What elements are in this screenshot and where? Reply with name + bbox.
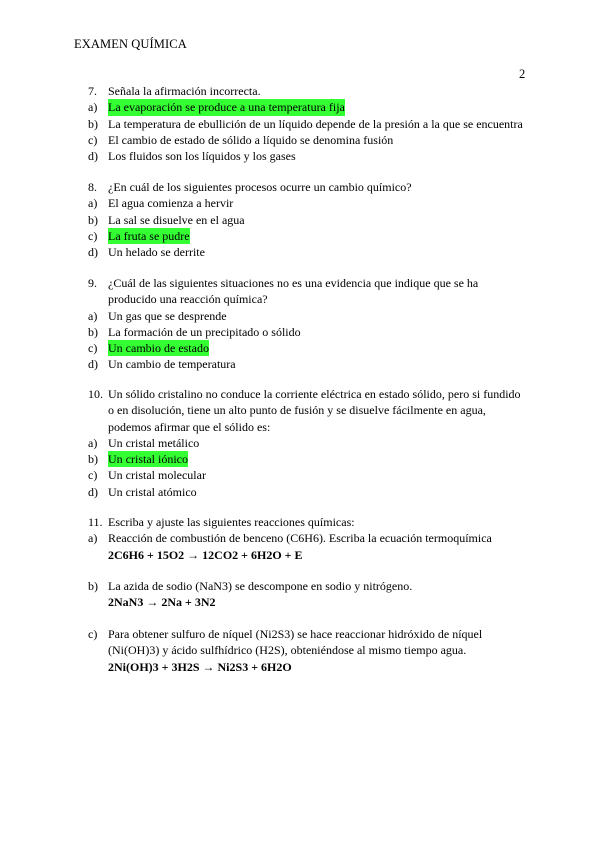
option-letter: c) [88,228,98,243]
option-text-highlighted: Un cristal iónico [108,452,188,467]
option-text: Los fluidos son los líquidos y los gases [108,149,296,164]
option-text-highlighted: Un cambio de estado [108,341,209,356]
question-7 [88,83,533,164]
question-number: 11. [88,515,103,529]
question-9 [88,275,533,373]
question-8 [88,179,533,260]
question-text: o en disolución, tiene un alto punto de fusión y se disuelve fácilmente en agua, [108,403,486,418]
option-letter: d) [88,245,98,260]
option-text: Un cristal molecular [108,468,206,483]
equation-reactants: 2Ni(OH)3 + 3H2S [108,659,200,674]
question-11 [88,514,533,563]
question-number: 7. [88,84,97,98]
option-text: El agua comienza a hervir [108,196,234,211]
option-letter: b) [88,116,98,131]
option-letter: d) [88,149,98,164]
subquestion-text: La azida de sodio (NaN3) se descompone en sodio y nitrógeno. [108,579,413,593]
option-text: La formación de un precipitado o sólido [108,324,301,339]
reaction-arrow: → [187,547,200,562]
question-11c [88,626,533,675]
reaction-arrow: → [202,659,215,674]
question-11b [88,578,533,611]
option-letter: b) [88,212,98,227]
option-letter: d) [88,484,98,499]
subquestion-text: (Ni(OH)3) y ácido sulfhídrico (H2S), obteniéndose al mismo tiempo agua. [108,643,467,658]
chemical-equation [108,659,292,675]
chemical-equation [108,594,216,610]
equation-products: 12CO2 + 6H2O + E [202,547,303,562]
question-text: ¿Cuál de las siguientes situaciones no es una evidencia que indique que se ha [108,276,479,290]
document-header: EXAMEN QUÍMICA [74,37,187,51]
option-text: La sal se disuelve en el agua [108,212,245,227]
option-letter: b) [88,452,98,467]
question-number: 10. [88,387,103,401]
question-10 [88,386,533,500]
option-text-highlighted: La evaporación se produce a una temperatura fija [108,100,345,115]
option-letter: a) [88,435,98,450]
question-text: Escriba y ajuste las siguientes reacciones químicas: [108,515,355,529]
option-text-highlighted: La fruta se pudre [108,228,190,243]
question-text: producido una reacción química? [108,292,268,307]
equation-products: Ni2S3 + 6H2O [217,659,292,674]
option-text: Un helado se derrite [108,245,205,260]
option-text: Un cristal atómico [108,484,197,499]
option-letter: b) [88,324,98,339]
subquestion-text: Para obtener sulfuro de níquel (Ni2S3) se hace reaccionar hidróxido de níquel [108,627,483,641]
option-text: El cambio de estado de sólido a líquido se denomina fusión [108,132,394,147]
question-text: Un sólido cristalino no conduce la corriente eléctrica en estado sólido, pero si fundido [108,387,521,401]
option-text: La temperatura de ebullición de un líquido depende de la presión a la que se encuentra [108,116,523,131]
subquestion-text: Reacción de combustión de benceno (C6H6). Escriba la ecuación termoquímica [108,531,492,546]
subquestion-letter: a) [88,531,98,546]
option-letter: c) [88,468,98,483]
option-letter: a) [88,100,98,115]
option-text: Un cambio de temperatura [108,357,236,372]
equation-reactants: 2C6H6 + 15O2 [108,547,185,562]
question-number: 8. [88,180,97,194]
question-text: Señala la afirmación incorrecta. [108,84,261,98]
option-letter: c) [88,132,98,147]
question-number: 9. [88,276,97,290]
option-text: Un cristal metálico [108,435,200,450]
option-letter: d) [88,357,98,372]
equation-products: 2Na + 3N2 [161,595,216,610]
question-text: podemos afirmar que el sólido es: [108,419,271,434]
option-text: Un gas que se desprende [108,308,227,323]
chemical-equation [108,547,303,563]
reaction-arrow: → [146,595,159,610]
page-number: 2 [519,67,526,81]
question-text: ¿En cuál de los siguientes procesos ocurre un cambio químico? [108,180,412,194]
subquestion-letter: c) [88,627,98,641]
option-letter: a) [88,308,98,323]
subquestion-letter: b) [88,579,98,593]
option-letter: a) [88,196,98,211]
equation-reactants: 2NaN3 [108,595,144,610]
option-letter: c) [88,341,98,356]
